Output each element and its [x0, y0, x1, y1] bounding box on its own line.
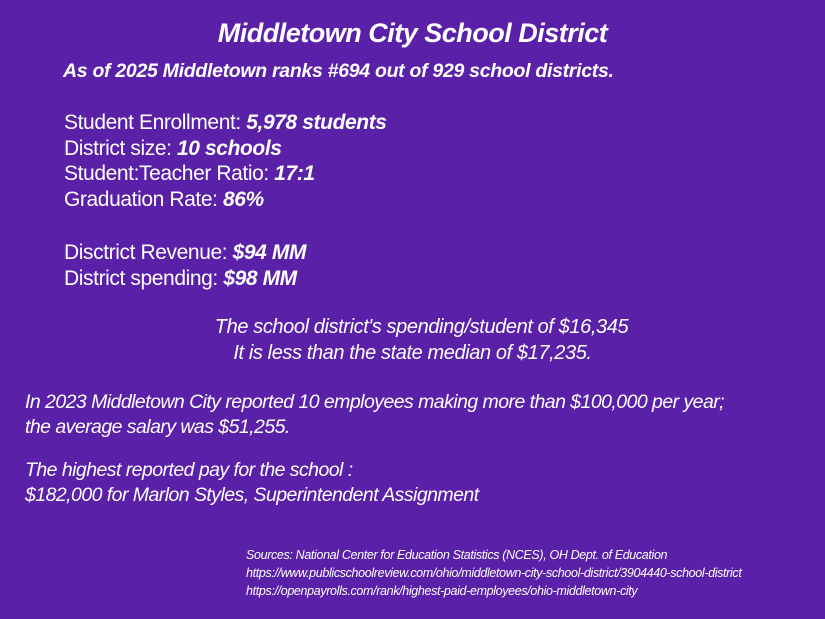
highest-pay-detail: $182,000 for Marlon Styles, Superintendent Assignment — [25, 483, 479, 506]
district-size-row — [64, 136, 387, 162]
spending-per-student: The school district's spending/student of $16,345 — [214, 316, 629, 338]
finance-value: $94 MM — [232, 241, 307, 264]
stat-label: District size: — [64, 136, 178, 160]
state-median-comparison: It is less than the state median of $17,235. — [233, 342, 592, 364]
highest-pay-heading: The highest reported pay for the school : — [25, 459, 353, 481]
rank-statement: As of 2025 Middletown ranks #694 out of 929 school districts. — [63, 60, 614, 82]
stat-label: Student:Teacher Ratio: — [64, 162, 275, 185]
highest-pay-note — [25, 458, 479, 507]
ratio-row — [64, 161, 387, 187]
sources-label: Sources: National Center for Education Statistics (NCES), OH Dept. of Education — [246, 548, 668, 562]
spending-comparison — [0, 314, 825, 366]
revenue-row — [64, 240, 306, 266]
sources-block — [246, 546, 741, 600]
graduation-row — [64, 187, 387, 213]
source-url-publicschoolreview: https://www.publicschoolreview.com/ohio/middletown-city-school-district/3904440-school-district — [246, 566, 742, 580]
employee-salary-note — [25, 390, 724, 439]
high-earners-text: In 2023 Middletown City reported 10 employees making more than $100,000 per year; — [25, 391, 725, 413]
stat-value: 86% — [222, 187, 264, 211]
spending-row — [64, 266, 306, 292]
stat-value: 5,978 students — [246, 111, 387, 134]
finance-label: District spending: — [64, 266, 224, 290]
enrollment-row — [64, 110, 387, 136]
average-salary-text: the average salary was $51,255. — [25, 415, 290, 438]
district-stats — [64, 110, 387, 212]
finance-value: $98 MM — [223, 266, 297, 290]
stat-value: 17:1 — [274, 162, 315, 185]
stat-label: Student Enrollment: — [64, 111, 247, 134]
district-finance — [64, 240, 306, 291]
stat-value: 10 schools — [177, 136, 282, 160]
source-url-openpayrolls: https://openpayrolls.com/rank/highest-paid-employees/ohio-middletown-city — [246, 584, 638, 598]
page-title: Middletown City School District — [217, 18, 608, 48]
finance-label: Disctrict Revenue: — [64, 241, 233, 264]
stat-label: Graduation Rate: — [64, 187, 223, 211]
